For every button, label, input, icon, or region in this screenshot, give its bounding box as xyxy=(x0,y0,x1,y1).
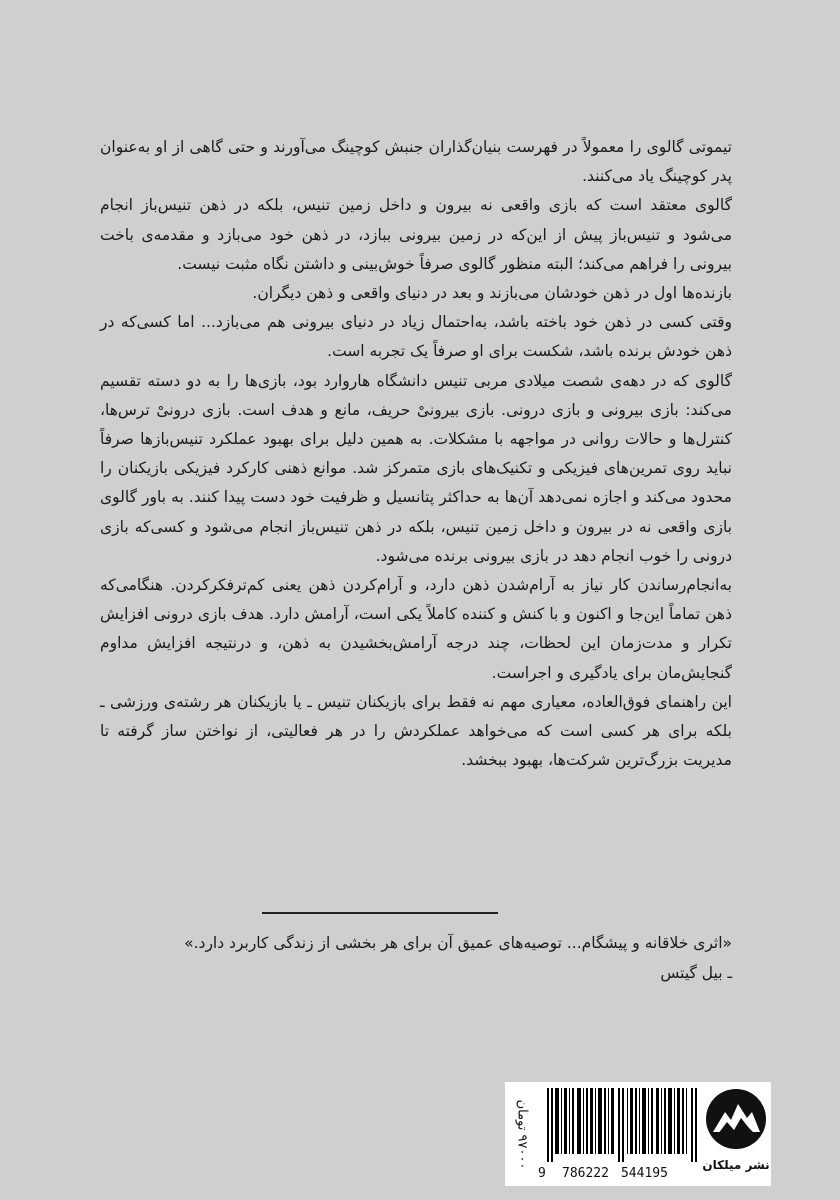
blurb-text xyxy=(100,133,732,775)
isbn-group-2: 544195 xyxy=(620,1165,668,1181)
endorsement-quote xyxy=(100,928,732,988)
section-divider xyxy=(262,912,498,914)
paragraph-harvard: گالوی که در دهه‌ی شصت میلادی مربی تنیس دانشگاه هاروارد بود، بازی‌ها را به دو دسته تقسیم می‌کند: بازی بیرونی و بازی درونی. بازی بیرونیْ حریف، مانع و هدف است. بازی درونیْ ترس‌ها، کنترل‌ها و حالات روانی در مواجهه با مشکلات. به همین دلیل برای بهبود عملکرد تنیس‌بازها صرفاً نباید روی تمرین‌های فیزیکی و تکنیک‌های بازی متمرکز شد. موانع ذهنی کارکرد فیزیکی بازیکنان را محدود می‌کند و اجازه نمی‌دهد آن‌ها به حداکثر پتانسیل و ظرفیت خود دست پیدا کنند. به باور گالوی بازی واقعی نه در بیرون و داخل زمین تنیس، بلکه در ذهن تنیس‌باز انجام می‌شود و کسی‌که بازی درونی را خوب انجام دهد در بازی بیرونی برنده می‌شود. xyxy=(100,371,732,565)
paragraph-belief: گالوی معتقد است که بازی واقعی نه بیرون و داخل زمین تنیس، بلکه در ذهن تنیس‌باز انجام می‌شود و تنیس‌باز پیش از این‌که در زمین بیرونی ببازد، در ذهن خود می‌بازد و مقدمه‌ی باخت بیرونی را فراهم می‌کند؛ البته منظور گالوی صرفاً خوش‌بینی و داشتن نگاه مثبت نیست. xyxy=(100,196,732,273)
quote-attribution: ـ بیل گیتس xyxy=(660,964,732,982)
barcode-icon xyxy=(547,1088,697,1162)
isbn-lead-digit: 9 xyxy=(538,1165,546,1181)
paragraph-calm-mind: به‌انجام‌رساندن کار نیاز به آرام‌شدن ذهن دارد، و آرام‌کردن ذهن یعنی کم‌ترفکرکردن. هنگامی‌که ذهن تماماً این‌جا و اکنون و با کنش و کننده کاملاً یکی است، آرامش دارد. هدف بازی درونی افزایش تکرار و مدت‌زمان این لحظات، چند درجه آرامش‌بخشیدن به ذهن، و درنتیجه افزایش مداوم گنجایش‌مان برای یادگیری و اجراست. xyxy=(100,576,732,682)
paragraph-guide: این راهنمای فوق‌العاده، معیاری مهم نه فقط برای بازیکنان تنیس ـ یا بازیکنان هر رشته‌ی ورزشی ـ بلکه برای هر کسی است که می‌خواهد عملکردش را در هر فعالیتی، از نواختن ساز گرفته تا مدیریت بزرگ‌ترین شرکت‌ها، بهبود ببخشد. xyxy=(100,692,732,770)
price-label: ۹۷۰۰۰ تومان xyxy=(514,1099,530,1169)
quote-text: «اثری خلاقانه و پیشگام... توصیه‌های عمیق آن برای هر بخشی از زندگی کاربرد دارد.» xyxy=(184,934,732,952)
mountains-logo-icon xyxy=(705,1088,767,1150)
isbn-group-1: 786222 xyxy=(562,1165,609,1181)
paragraph-losers: بازنده‌ها اول در ذهن خودشان می‌بازند و بعد در دنیای واقعی و ذهن دیگران. xyxy=(252,284,732,303)
paragraph-intro: تیموتی گالوی را معمولاً در فهرست بنیان‌گذاران جنبش کوچینگ می‌آورند و حتی گاهی از او به‌عنوان پدر کوچینگ یاد می‌کنند. xyxy=(100,138,732,186)
paragraph-lost-mind: وقتی کسی در ذهن خود باخته باشد، به‌احتمال زیاد در دنیای بیرونی هم می‌بازد... اما کسی‌که در ذهن خودش برنده باشد، شکست برای او صرفاً یک تجربه است. xyxy=(100,313,732,361)
price-tag xyxy=(505,1082,539,1186)
isbn-number xyxy=(538,1163,700,1183)
publisher-name: نشر میلکان xyxy=(702,1158,770,1172)
